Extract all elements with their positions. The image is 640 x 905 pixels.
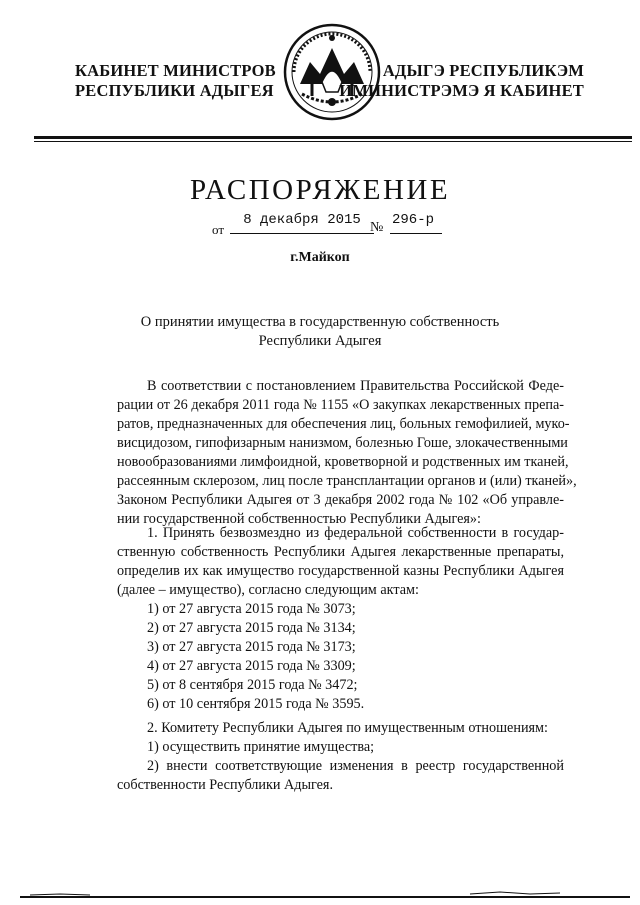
issuer-name-adyghe (339, 61, 584, 101)
issuer-name-russian (75, 61, 276, 101)
preamble-line: Законом Республики Адыгея от 3 декабря 2002 года № 102 «Об управле- (117, 492, 564, 508)
acts-list (117, 600, 564, 714)
preamble-line: рассеянным склерозом, лиц после трансплантации органов и (или) тканей», (117, 473, 577, 489)
date-underline (230, 233, 374, 234)
item-1-line: ственную собственность Республики Адыгея лекарственные препараты, (117, 544, 564, 560)
scan-bottom-edge (0, 888, 640, 900)
issuer-name-line: АДЫГЭ РЕСПУБЛИКЭМ (382, 61, 584, 80)
subject-line: О принятии имущества в государственную собственность (140, 314, 500, 330)
issuer-name-line: КАБИНЕТ МИНИСТРОВ (75, 61, 276, 80)
date-number-line (212, 212, 452, 240)
act-list-item: 5) от 8 сентября 2015 года № 3472; (147, 677, 358, 693)
act-list-item: 3) от 27 августа 2015 года № 3173; (147, 639, 356, 655)
document-subject (0, 313, 640, 351)
item-1-line: 1. Принять безвозмездно из федеральной собственности в государ- (147, 525, 564, 541)
item-2-lead: 2. Комитету Республики Адыгея по имущественным отношениям: (147, 720, 548, 736)
document-number: 296-р (392, 212, 435, 228)
header-divider-thick (34, 136, 632, 139)
issuer-name-line: ИМИНИСТРЭМЭ Я КАБИНЕТ (339, 81, 584, 100)
preamble-line: висцидозом, гипофизарным нанизмом, болезнью Гоше, злокачественными (117, 435, 568, 451)
preamble-line: рации от 26 декабря 2011 года № 1155 «О закупках лекарственных препа- (117, 397, 564, 413)
item-2-subitem: собственности Республики Адыгея. (117, 777, 334, 793)
item-1-line: (далее – имущество), согласно следующим актам: (117, 582, 419, 598)
date-prefix-label: от (212, 222, 225, 237)
preamble-line: ратов, предназначенных для обеспечения лиц, больных гемофилией, муко- (117, 416, 570, 432)
preamble-paragraph (117, 377, 577, 529)
preamble-line: нии государственной собственностью Республики Адыгея»: (117, 511, 481, 527)
act-list-item: 6) от 10 сентября 2015 года № 3595. (147, 696, 365, 712)
item-2-paragraph (117, 719, 564, 795)
preamble-line: В соответствии с постановлением Правительства Российской Феде- (147, 378, 564, 394)
number-label: № (370, 220, 384, 235)
act-list-item: 1) от 27 августа 2015 года № 3073; (147, 601, 356, 617)
item-1-line: определив их как имущество государственной казны Республики Адыгея (117, 563, 564, 579)
subject-line: Республики Адыгея (258, 333, 382, 349)
number-underline (390, 233, 442, 234)
item-2-subitem: 2) внести соответствующие изменения в реестр государственной (147, 758, 564, 774)
item-2-subitem: 1) осуществить принятие имущества; (147, 739, 375, 755)
preamble-line: новообразованиями лимфоидной, кроветворной и родственных им тканей, (117, 454, 569, 470)
issue-city: г.Майкоп (290, 250, 350, 265)
issuer-name-line: РЕСПУБЛИКИ АДЫГЕЯ (75, 81, 274, 100)
act-list-item: 2) от 27 августа 2015 года № 3134; (147, 620, 356, 636)
document-date: 8 декабря 2015 (243, 212, 361, 228)
item-1-paragraph (117, 524, 564, 714)
document-title: РАСПОРЯЖЕНИЕ (189, 174, 451, 206)
act-list-item: 4) от 27 августа 2015 года № 3309; (147, 658, 356, 674)
header-divider-thin (34, 141, 632, 142)
